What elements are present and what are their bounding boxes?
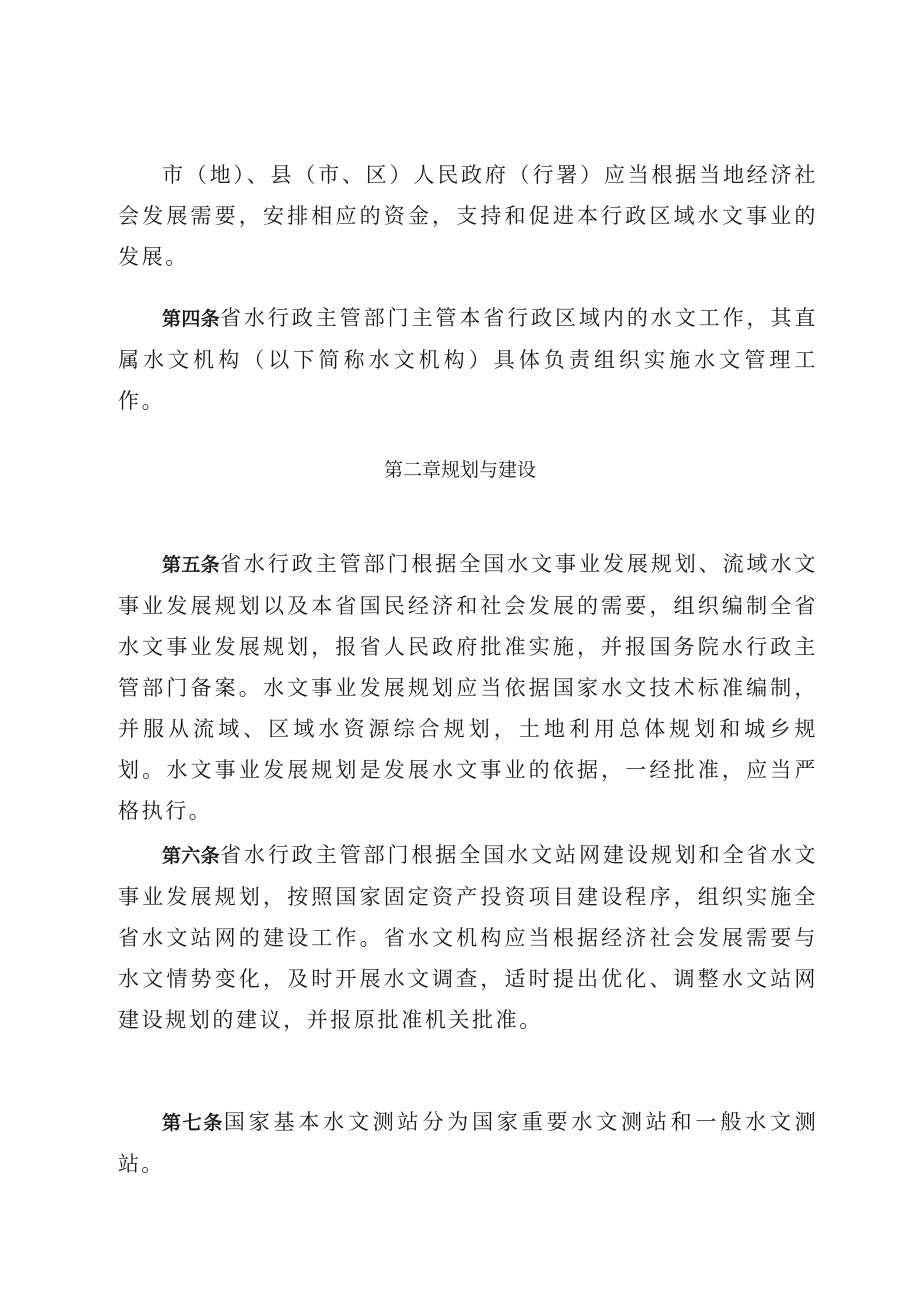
paragraph-text: 市（地）、县（市、区）人民政府（行署）应当根据当地经济社会发展需要，安排相应的资金，支持和促进本行政区域水文事业的发展。 <box>118 163 818 269</box>
paragraph-article-6 <box>118 835 818 1041</box>
paragraph-article-5 <box>118 544 818 832</box>
article-number: 第五条 <box>162 554 220 576</box>
article-number: 第七条 <box>162 1112 224 1134</box>
paragraph-text: 省水行政主管部门主管本省行政区域内的水文工作，其直属水文机构（以下简称水文机构）具体负责组织实施水文管理工作。 <box>118 306 818 413</box>
article-number: 第六条 <box>162 845 220 867</box>
paragraph-article-4 <box>118 298 818 422</box>
paragraph-text: 国家基本水文测站分为国家重要水文测站和一般水文测站。 <box>118 1110 818 1176</box>
paragraph-article-7 <box>118 1102 818 1185</box>
paragraph-text: 省水行政主管部门根据全国水文站网建设规划和全省水文事业发展规划，按照国家固定资产投资项目建设程序，组织实施全省水文站网的建设工作。省水文机构应当根据经济社会发展需要与水文情势变化，及时开展水文调查，适时提出优化、调整水文站网建设规划的建议，并报原批准机关批准。 <box>118 843 818 1032</box>
paragraph-local-government-funding <box>118 155 818 278</box>
chapter-title: 第二章规划与建设 <box>383 459 536 481</box>
article-number: 第四条 <box>162 308 220 330</box>
paragraph-text: 省水行政主管部门根据全国水文事业发展规划、流域水文事业发展规划以及本省国民经济和社会发展的需要，组织编制全省水文事业发展规划，报省人民政府批准实施，并报国务院水行政主管部门备案。水文事业发展规划应当依据国家水文技术标准编制，并服从流域、区域水资源综合规划，土地利用总体规划和城乡规划。水文事业发展规划是发展水文事业的依据，一经批准，应当严格执行。 <box>118 552 818 823</box>
